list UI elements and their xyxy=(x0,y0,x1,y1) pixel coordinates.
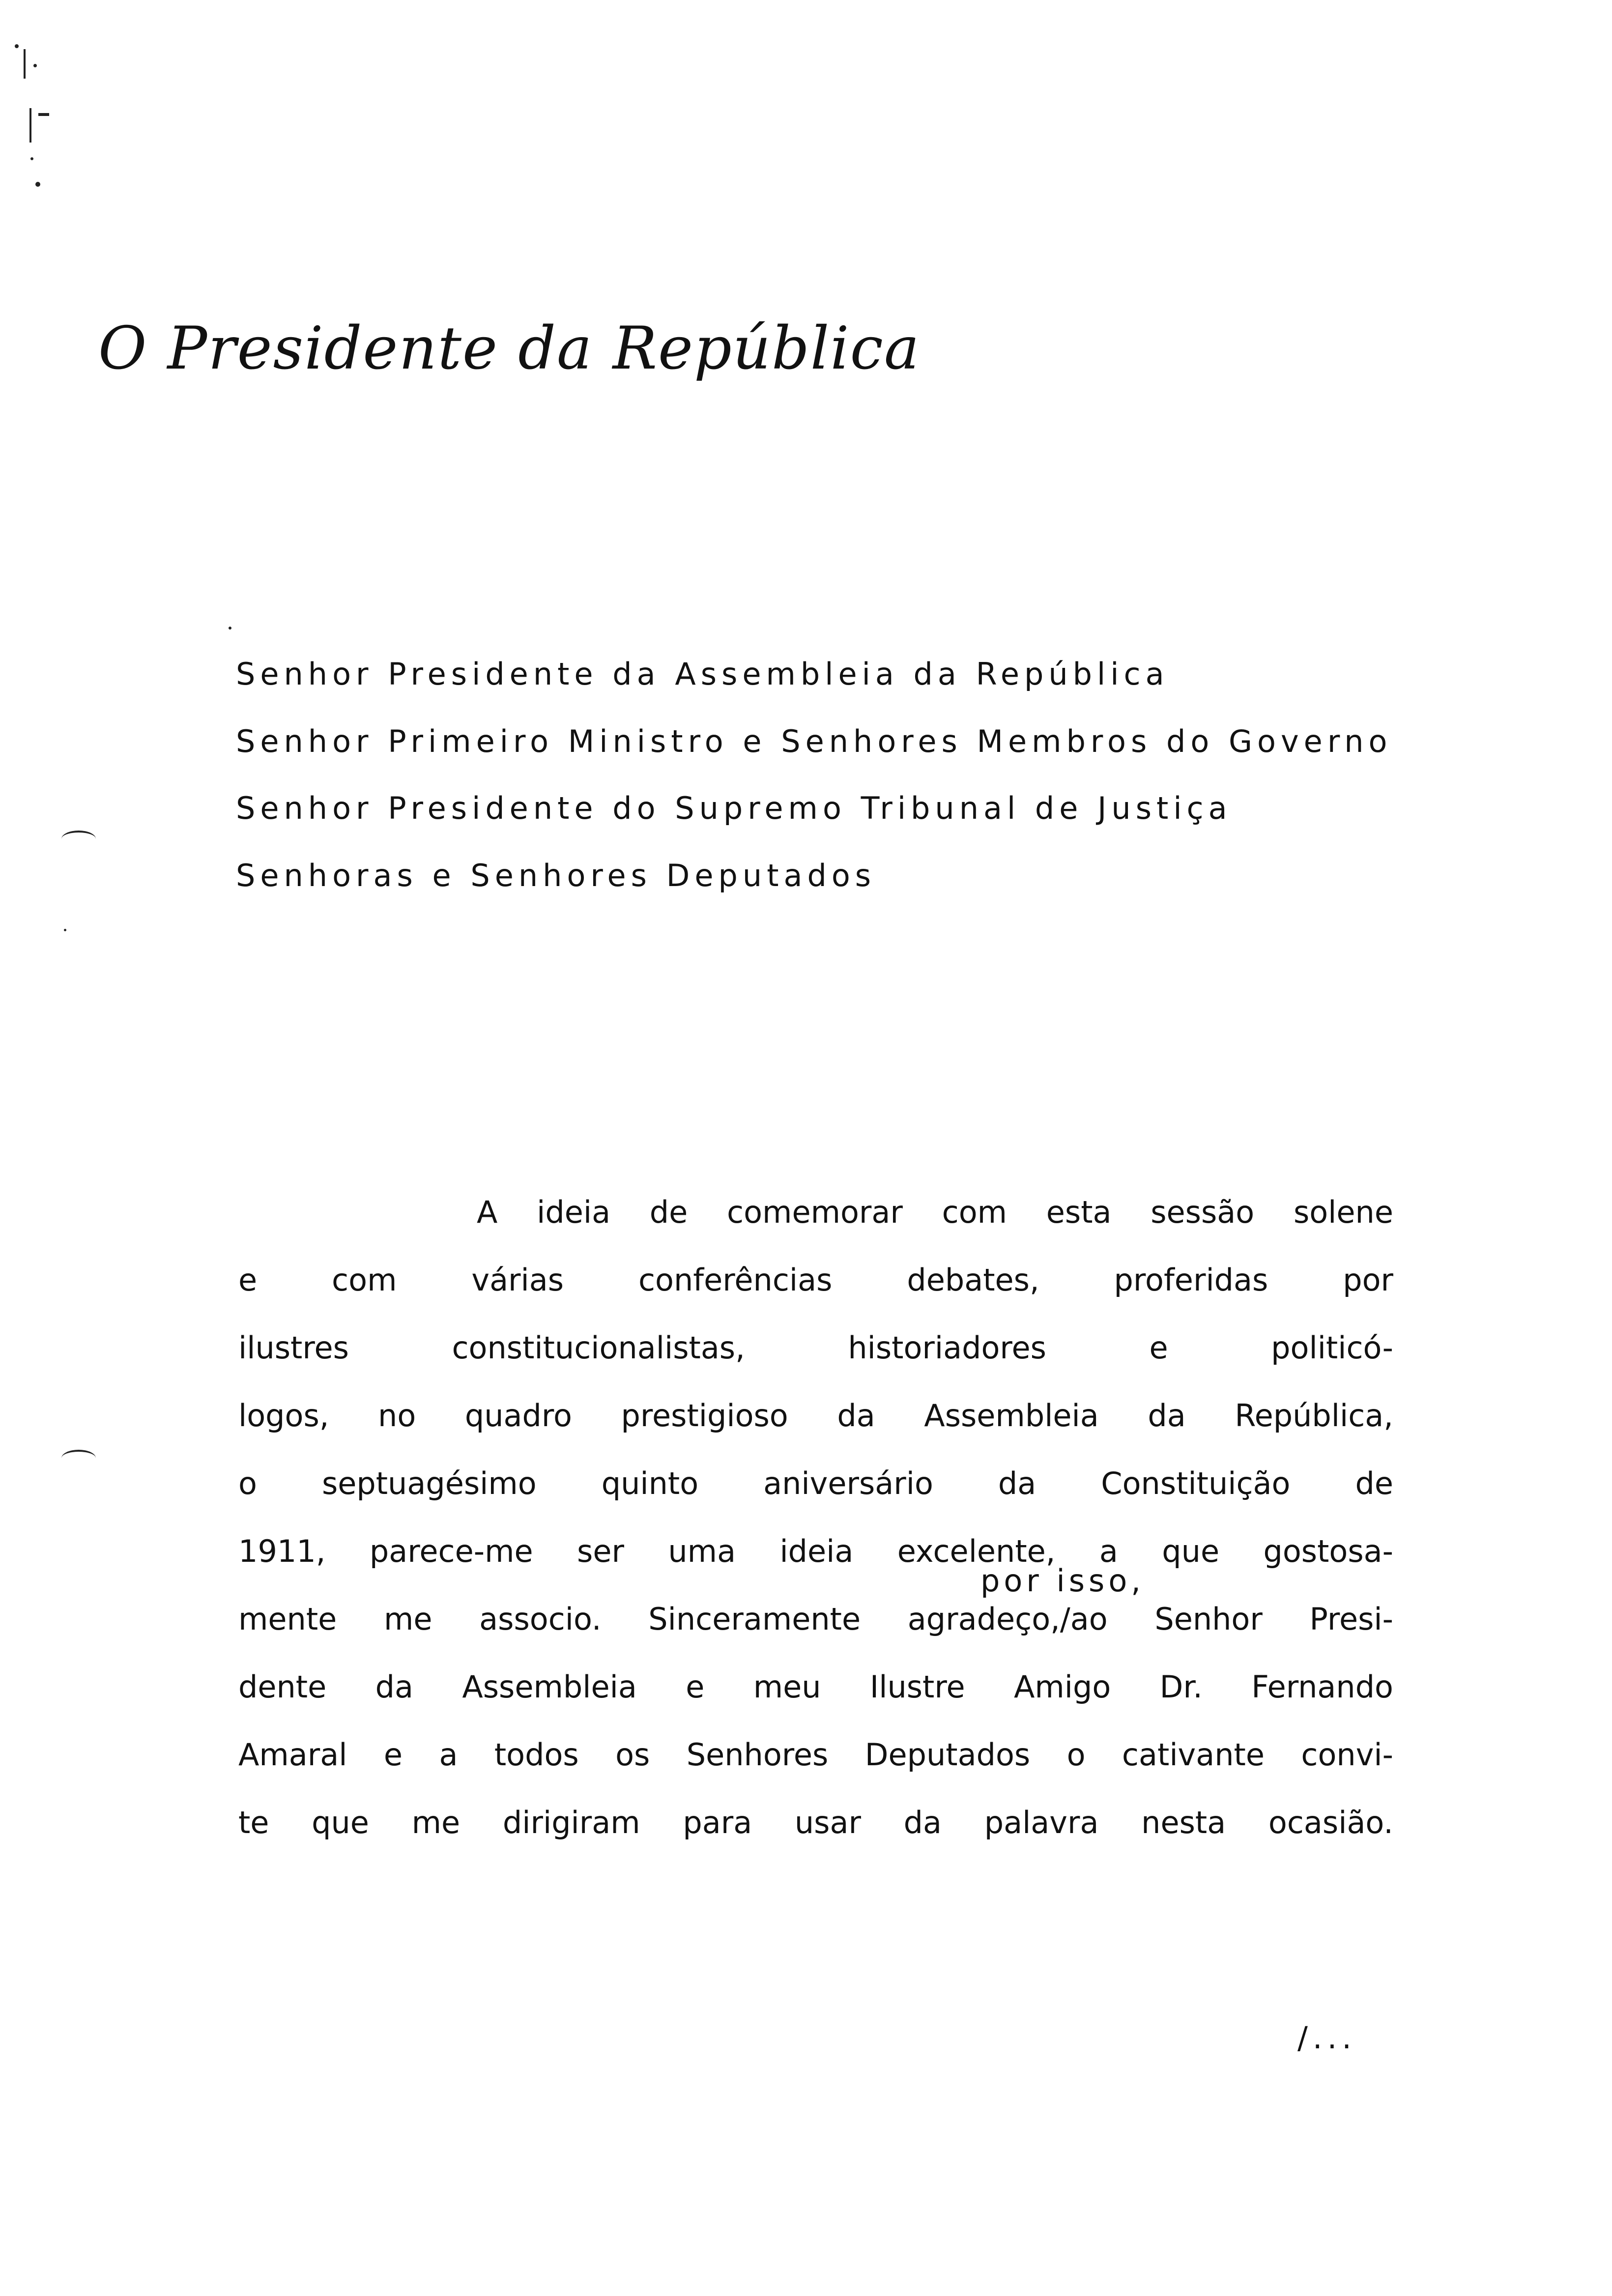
paragraph-line: dente da Assembleia e meu Ilustre Amigo Dr. Fernando xyxy=(238,1669,1393,1705)
salutation-line: Senhor Presidente da Assembleia da República xyxy=(236,656,1169,692)
salutation-line: Senhoras e Senhores Deputados xyxy=(236,858,876,893)
paragraph-line: te que me dirigiram para usar da palavra nesta ocasião. xyxy=(238,1805,1393,1840)
paragraph-line: A ideia de comemorar com esta sessão solene xyxy=(477,1194,1393,1230)
continuation-mark: /... xyxy=(1297,2020,1357,2056)
salutation-line: Senhor Primeiro Ministro e Senhores Membros do Governo xyxy=(236,723,1392,759)
paragraph-line: 1911, parece-me ser uma ideia excelente, a que gostosa- xyxy=(238,1533,1393,1569)
paragraph-line: e com várias conferências debates, proferidas por xyxy=(238,1262,1393,1298)
salutation-line: Senhor Presidente do Supremo Tribunal de Justiça xyxy=(236,790,1232,826)
paragraph-line: Amaral e a todos os Senhores Deputados o cativante convi- xyxy=(238,1737,1393,1773)
paragraph-line: ilustres constitucionalistas, historiadores e politicó- xyxy=(238,1330,1393,1366)
handwritten-insert: por isso, xyxy=(980,1563,1145,1599)
paragraph-line: mente me associo. Sinceramente agradeço,/ao Senhor Presi- xyxy=(238,1601,1393,1637)
letterhead: O Presidente da República xyxy=(98,315,921,383)
margin-mark xyxy=(61,831,96,847)
paragraph-line: o septuagésimo quinto aniversário da Constituição de xyxy=(238,1465,1393,1501)
speck xyxy=(64,929,66,931)
paragraph-line: logos, no quadro prestigioso da Assembleia da República, xyxy=(238,1398,1393,1434)
margin-marks xyxy=(10,29,54,197)
speck xyxy=(229,627,231,630)
margin-mark xyxy=(61,1450,96,1466)
